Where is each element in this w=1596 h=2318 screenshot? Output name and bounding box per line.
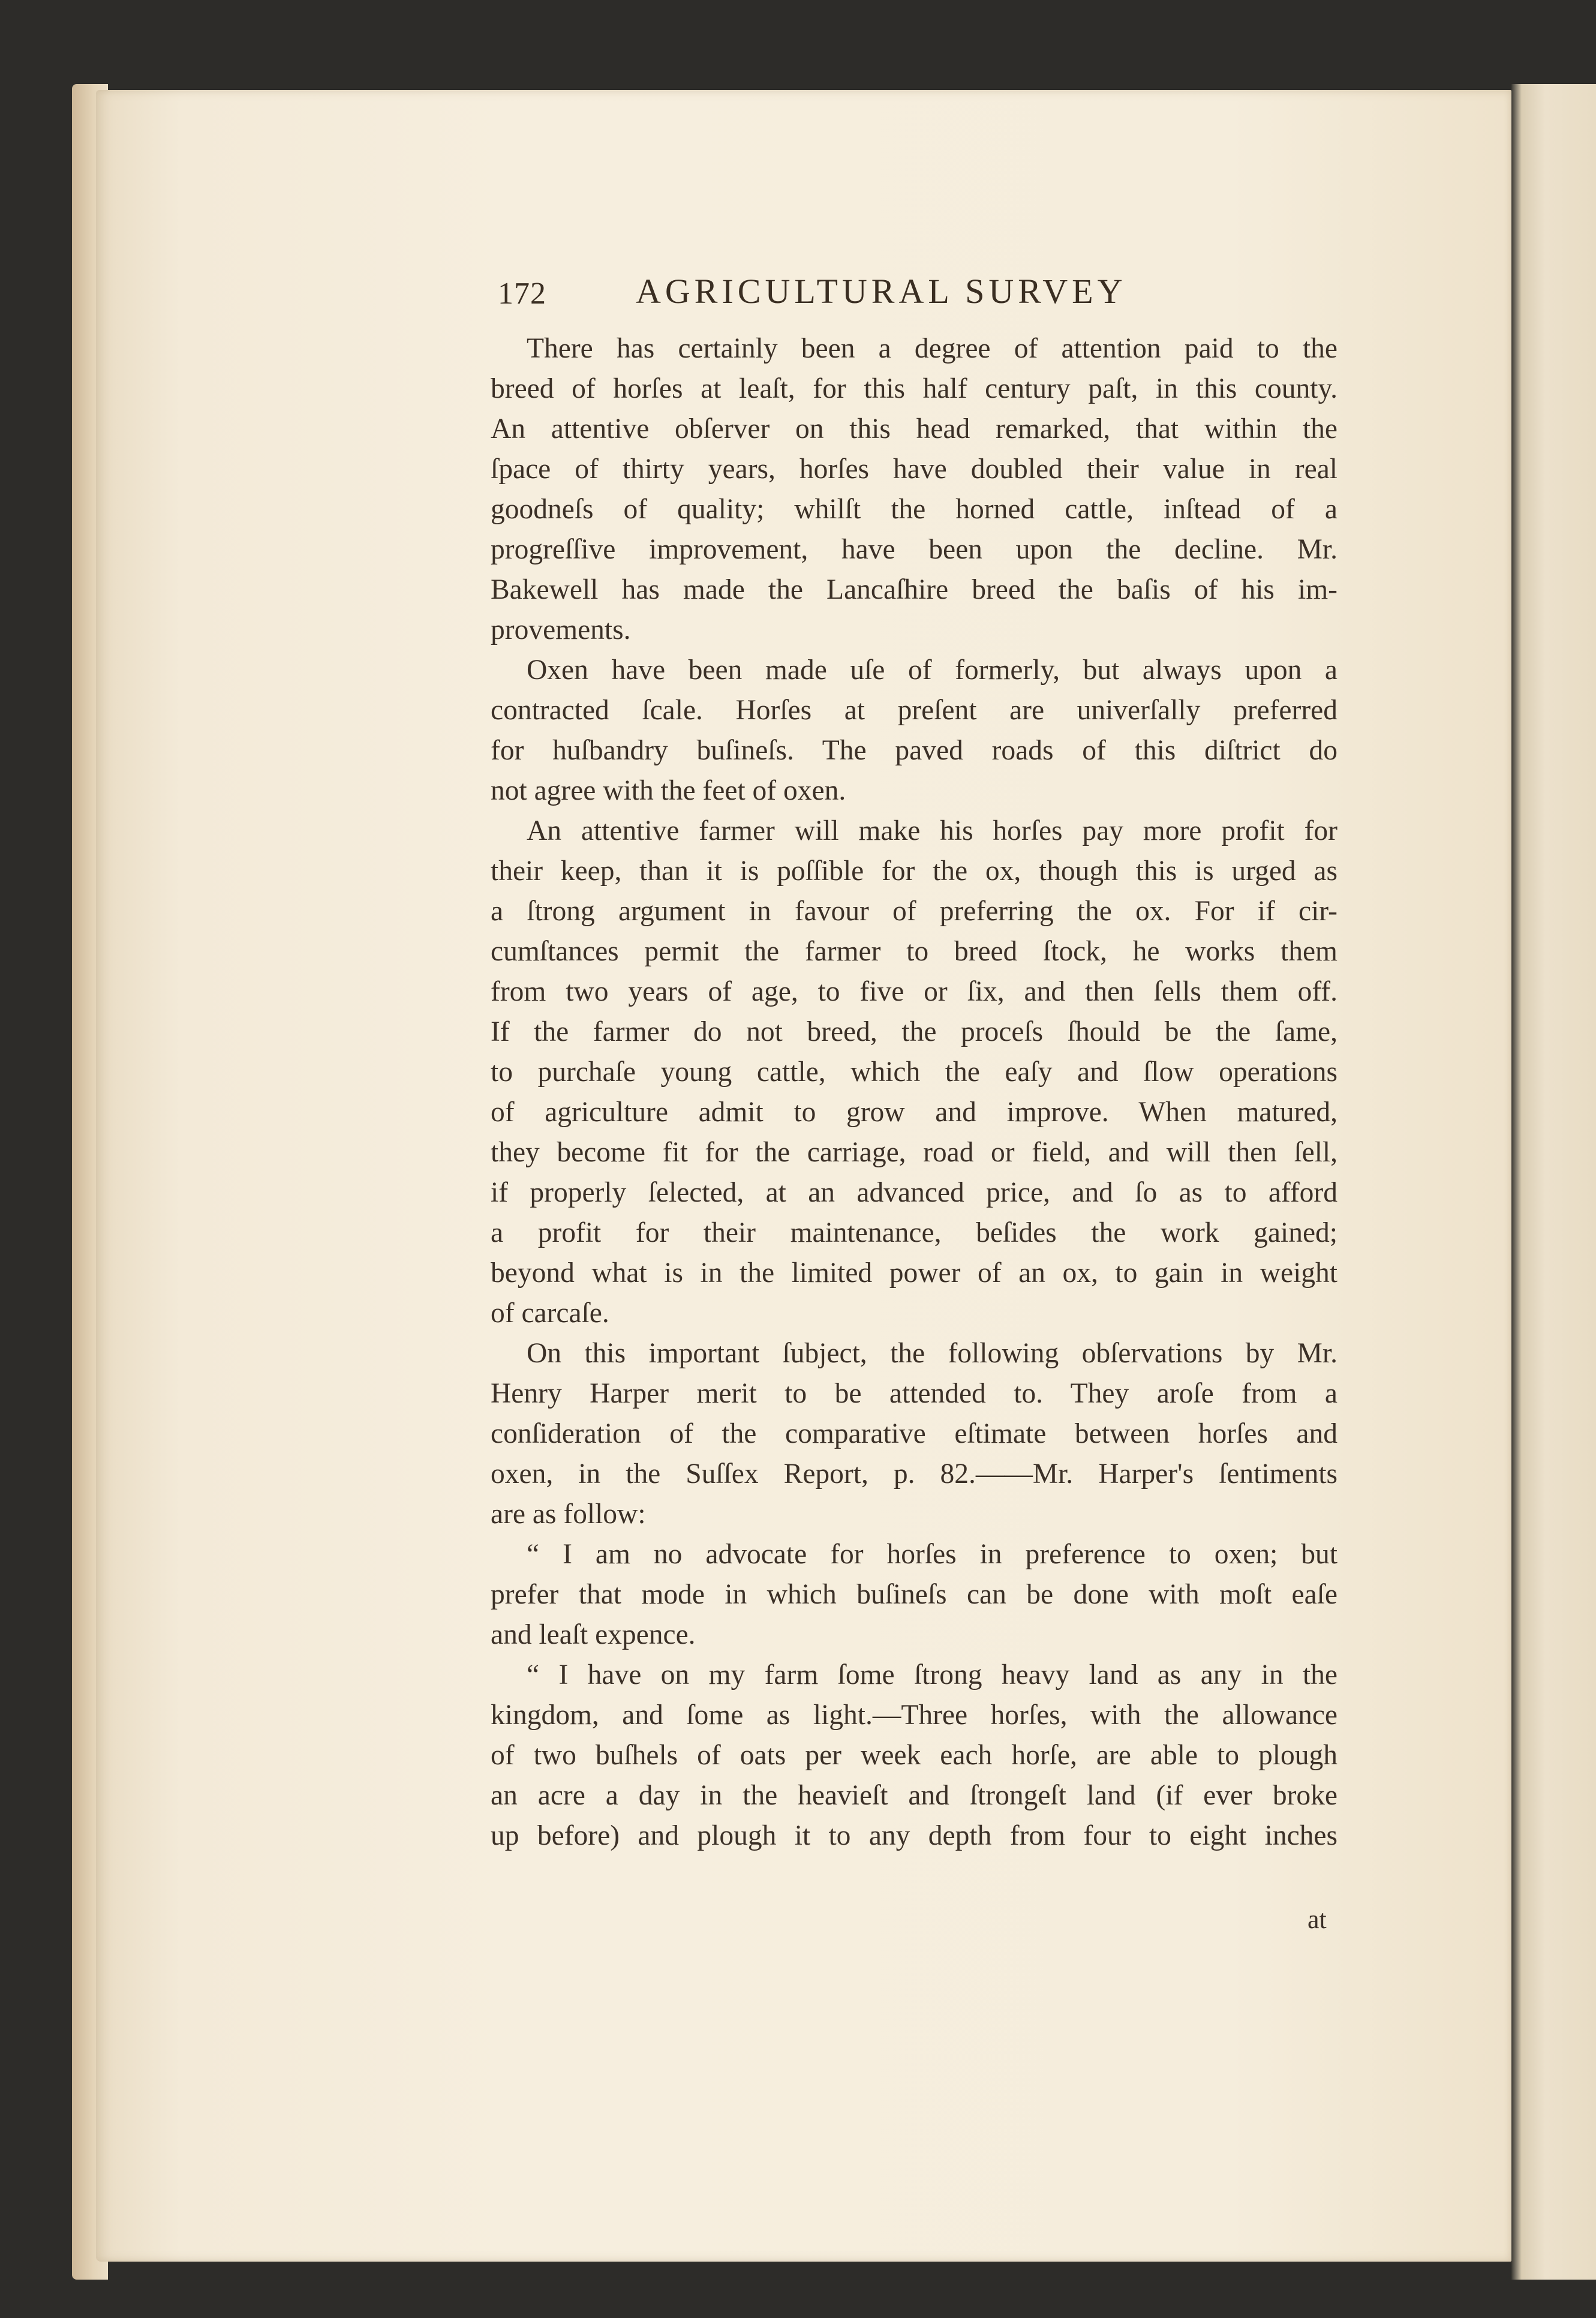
- text-line: a profit for their maintenance, beſides the work gained;: [491, 1217, 1337, 1248]
- text-line: their keep, than it is poſſible for the ox, though this is urged as: [491, 855, 1337, 887]
- text-line: they become fit for the carriage, road or field, and will then ſell,: [491, 1137, 1337, 1168]
- text-line: up before) and plough it to any depth from four to eight inches: [491, 1820, 1337, 1851]
- text-line: are as follow:: [491, 1499, 646, 1530]
- catchword: at: [1308, 1905, 1327, 1934]
- text-line: beyond what is in the limited power of an ox, to gain in weight: [491, 1257, 1337, 1289]
- text-line: and leaſt expence.: [491, 1619, 696, 1650]
- text-line: An attentive obſerver on this head remarked, that within the: [491, 413, 1337, 445]
- facing-page-edge: [1511, 84, 1596, 2280]
- page-header: [498, 271, 1218, 313]
- text-line: goodneſs of quality; whilſt the horned cattle, inſtead of a: [491, 494, 1337, 525]
- text-line: breed of horſes at leaſt, for this half century paſt, in this county.: [491, 373, 1337, 404]
- text-line: contracted ſcale. Horſes at preſent are univerſally preferred: [491, 695, 1337, 726]
- text-line: from two years of age, to five or ſix, and then ſells them off.: [491, 976, 1337, 1007]
- text-line: prefer that mode in which buſineſs can be done with moſt eaſe: [491, 1579, 1337, 1610]
- text-line: of carcaſe.: [491, 1298, 609, 1329]
- text-line: “ I am no advocate for horſes in preference to oxen; but: [527, 1539, 1337, 1570]
- text-line: cumſtances permit the farmer to breed ſtock, he works them: [491, 936, 1337, 967]
- text-line: to purchaſe young cattle, which the eaſy and ſlow operations: [491, 1056, 1337, 1088]
- text-line: oxen, in the Suſſex Report, p. 82.——Mr. Harper's ſentiments: [491, 1458, 1337, 1490]
- text-line: a ſtrong argument in favour of preferring the ox. For if cir-: [491, 896, 1337, 927]
- text-line: If the farmer do not breed, the proceſs ſhould be the ſame,: [491, 1016, 1337, 1047]
- text-line: not agree with the feet of oxen.: [491, 775, 846, 806]
- text-line: conſideration of the comparative eſtimate between horſes and: [491, 1418, 1337, 1449]
- text-line: “ I have on my farm ſome ſtrong heavy land as any in the: [527, 1659, 1337, 1691]
- text-line: progreſſive improvement, have been upon the decline. Mr.: [491, 534, 1337, 565]
- text-line: Henry Harper merit to be attended to. They aroſe from a: [491, 1378, 1337, 1409]
- text-line: of two buſhels of oats per week each horſe, are able to plough: [491, 1740, 1337, 1771]
- text-line: An attentive farmer will make his horſes pay more profit for: [527, 815, 1337, 846]
- text-line: an acre a day in the heavieſt and ſtrongeſt land (if ever broke: [491, 1780, 1337, 1811]
- text-line: Bakewell has made the Lancaſhire breed the baſis of his im-: [491, 574, 1337, 605]
- text-line: provements.: [491, 614, 631, 645]
- text-line: Oxen have been made uſe of formerly, but always upon a: [527, 654, 1337, 686]
- text-line: if properly ſelected, at an advanced price, and ſo as to afford: [491, 1177, 1337, 1208]
- text-line: of agriculture admit to grow and improve. When matured,: [491, 1097, 1337, 1128]
- text-line: On this important ſubject, the following obſervations by Mr.: [527, 1338, 1337, 1369]
- text-line: for huſbandry buſineſs. The paved roads of this diſtrict do: [491, 735, 1337, 766]
- page-number: 172: [498, 277, 546, 311]
- body-text: [491, 329, 1337, 1856]
- text-line: There has certainly been a degree of attention paid to the: [527, 333, 1337, 364]
- text-line: kingdom, and ſome as light.—Three horſes, with the allowance: [491, 1700, 1337, 1731]
- text-line: ſpace of thirty years, horſes have doubled their value in real: [491, 454, 1337, 485]
- running-title: AGRICULTURAL SURVEY: [636, 272, 1127, 311]
